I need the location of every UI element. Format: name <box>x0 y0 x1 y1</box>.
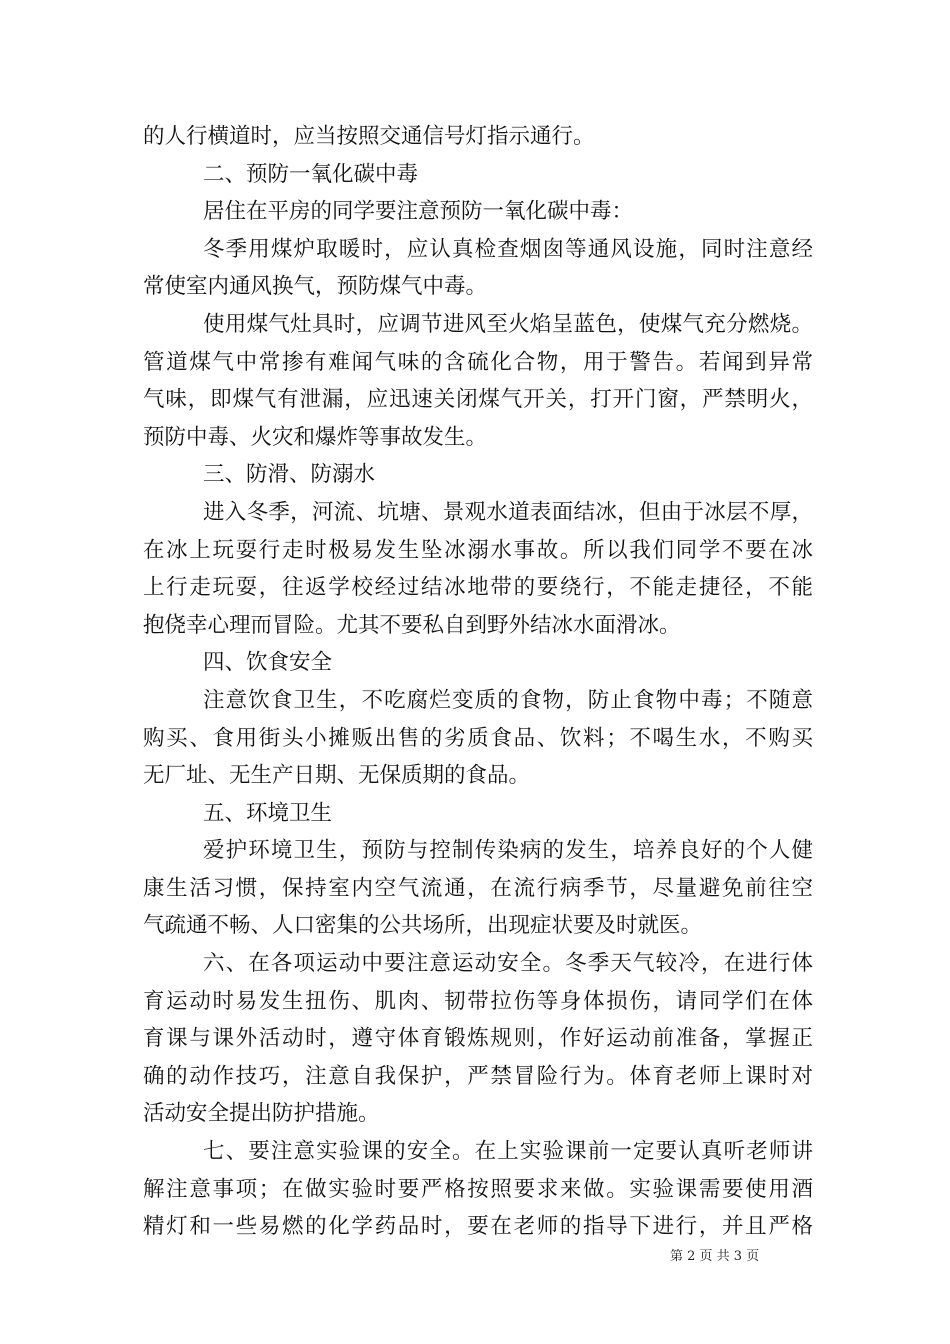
page-number-footer: 第 2 页 共 3 页 <box>670 1249 760 1264</box>
text-line: 冬季用煤炉取暖时，应认真检查烟囱等通风设施，同时注意经 <box>203 236 813 262</box>
text-line: 爱护环境卫生，预防与控制传染病的发生，培养良好的个人健 <box>203 838 813 864</box>
text-line: 四、饮食安全 <box>203 650 333 676</box>
text-line: 注意饮食卫生，不吃腐烂变质的食物，防止食物中毒；不随意 <box>203 687 813 713</box>
text-line: 五、环境卫生 <box>203 800 333 826</box>
text-line: 无厂址、无生产日期、无保质期的食品。 <box>143 763 531 789</box>
text-line: 康生活习惯，保持室内空气流通，在流行病季节，尽量避免前往空 <box>143 875 813 901</box>
text-line: 三、防滑、防溺水 <box>203 462 376 488</box>
text-line: 预防中毒、火灾和爆炸等事故发生。 <box>143 424 488 450</box>
text-line: 气味，即煤气有泄漏，应迅速关闭煤气开关，打开门窗，严禁明火， <box>143 387 813 413</box>
text-line: 二、预防一氧化碳中毒 <box>203 161 419 187</box>
text-line: 管道煤气中常掺有难闻气味的含硫化合物，用于警告。若闻到异常 <box>143 349 813 375</box>
text-line: 在冰上玩耍行走时极易发生坠冰溺水事故。所以我们同学不要在冰 <box>143 537 813 563</box>
text-line: 活动安全提出防护措施。 <box>143 1101 380 1127</box>
text-line: 居住在平房的同学要注意预防一氧化碳中毒： <box>203 199 634 225</box>
text-line: 上行走玩耍，往返学校经过结冰地带的要绕行，不能走捷径，不能 <box>143 575 813 601</box>
text-line: 精灯和一些易燃的化学药品时，要在老师的指导下进行，并且严格 <box>143 1214 813 1240</box>
text-line: 抱侥幸心理而冒险。尤其不要私自到野外结冰水面滑冰。 <box>143 612 681 638</box>
text-line: 的人行横道时，应当按照交通信号灯指示通行。 <box>143 124 595 149</box>
text-line: 解注意事项；在做实验时要严格按照要求来做。实验课需要使用酒 <box>143 1176 813 1202</box>
text-line: 购买、食用街头小摊贩出售的劣质食品、饮料；不喝生水，不购买 <box>143 725 813 751</box>
text-line: 育课与课外活动时，遵守体育锻炼规则，作好运动前准备，掌握正 <box>143 1026 813 1052</box>
text-line: 六、在各项运动中要注意运动安全。冬季天气较冷，在进行体 <box>203 951 813 977</box>
text-line: 进入冬季，河流、坑塘、景观水道表面结冰，但由于冰层不厚， <box>203 499 813 525</box>
text-line: 气疏通不畅、人口密集的公共场所，出现症状要及时就医。 <box>143 913 703 939</box>
body-text <box>143 118 813 1246</box>
text-line: 常使室内通风换气，预防煤气中毒。 <box>143 274 488 300</box>
text-line: 七、要注意实验课的安全。在上实验课前一定要认真听老师讲 <box>203 1139 813 1165</box>
text-line: 确的动作技巧，注意自我保护，严禁冒险行为。体育老师上课时对 <box>143 1063 813 1089</box>
text-line: 育运动时易发生扭伤、肌肉、韧带拉伤等身体损伤，请同学们在体 <box>143 988 813 1014</box>
text-line: 使用煤气灶具时，应调节进风至火焰呈蓝色，使煤气充分燃烧。 <box>203 311 813 337</box>
